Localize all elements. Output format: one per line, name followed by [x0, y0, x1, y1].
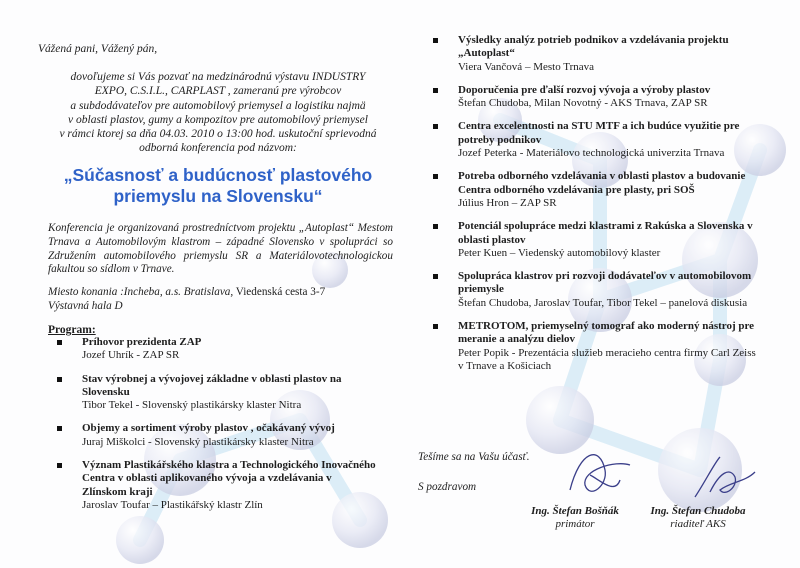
- venue-hall: Výstavná hala D: [48, 299, 123, 312]
- intro-line: odborná konferencia pod názvom:: [139, 142, 297, 155]
- program-item-speaker: Jozef Peterka - Materiálovo technologická univerzita Trnava: [458, 147, 725, 160]
- program-item-speaker: Štefan Chudoba, Milan Novotný - AKS Trnava, ZAP SR: [458, 97, 708, 110]
- signature-role: primátor: [555, 518, 595, 530]
- program-item-title: Stav výrobnej a vývojovej základne v oblasti plastov na Slovensku: [82, 372, 342, 398]
- intro-line: dovoľujeme si Vás pozvať na medzinárodnú výstavu INDUSTRY: [70, 71, 366, 84]
- signature-name: Ing. Štefan Chudoba: [650, 505, 746, 517]
- venue-address: Viedenská cesta 3-7: [233, 286, 326, 298]
- intro-block: [38, 42, 398, 155]
- bullet-icon: [433, 174, 438, 179]
- signature-chudoba-mark: [690, 452, 760, 512]
- program-item-title: Spolupráca klastrov pri rozvoji dodávateľov v automobilovom priemysle: [458, 270, 752, 296]
- bullet-icon: [57, 426, 62, 431]
- program-heading: Program:: [48, 324, 96, 336]
- program-item: [48, 459, 378, 512]
- intro-line: v rámci ktorej sa dňa 04.03. 2010 o 13:00 hod. uskutoční sprievodná: [59, 128, 377, 141]
- program-left-list: [48, 336, 378, 522]
- program-item: [424, 34, 764, 74]
- program-item: [424, 170, 764, 210]
- program-item: [424, 320, 764, 373]
- program-right-list: [424, 34, 764, 383]
- bullet-icon: [433, 38, 438, 43]
- program-item: [424, 270, 764, 310]
- intro-line: EXPO, C.S.I.L., CARPLAST , zameranú pre výrobcov: [94, 85, 342, 98]
- bullet-icon: [433, 124, 438, 129]
- signature-name: Ing. Štefan Bošňák: [531, 505, 619, 517]
- intro-line: v oblasti plastov, gumy a kompozitov pre automobilový priemysel: [68, 113, 368, 126]
- program-item-speaker: Jozef Uhrík - ZAP SR: [82, 349, 180, 362]
- bullet-icon: [57, 340, 62, 345]
- program-item-speaker: Juraj Miškolci - Slovenský plastikársky klaster Nitra: [82, 435, 314, 448]
- program-item-title: Centra excelentnosti na STU MTF a ich budúce využitie pre potreby podnikov: [458, 120, 740, 146]
- program-item-speaker: Štefan Chudoba, Jaroslav Toufar, Tibor Tekel – panelová diskusia: [458, 296, 748, 309]
- closing-line: Tešíme sa na Vašu účasť.: [418, 451, 530, 463]
- program-item-speaker: Viera Vančová – Mesto Trnava: [458, 60, 595, 73]
- program-item: [424, 84, 764, 111]
- program-item-title: Doporučenia pre ďalší rozvoj vývoja a výroby plastov: [458, 83, 711, 96]
- program-item-speaker: Peter Kuen – Viedenský automobilový klaster: [458, 246, 661, 259]
- program-item: [48, 373, 378, 413]
- conference-title: „Súčasnosť a budúcnosť plastového priemyslu na Slovensku“: [63, 165, 373, 206]
- bullet-icon: [57, 377, 62, 382]
- program-item-speaker: Jaroslav Toufar – Plastikářský klastr Zlín: [82, 498, 263, 511]
- bullet-icon: [57, 463, 62, 468]
- intro-line: a subdodávateľov pre automobilový priemysel a logistiku najmä: [70, 99, 366, 112]
- venue: [48, 286, 393, 314]
- program-item: [48, 422, 378, 449]
- bullet-icon: [433, 324, 438, 329]
- bullet-icon: [433, 224, 438, 229]
- program-item-title: METROTOM, priemyselný tomograf ako moderný nástroj pre meranie a analýzu dielov: [458, 320, 755, 346]
- program-item-speaker: Július Hron – ZAP SR: [458, 196, 557, 209]
- bullet-icon: [433, 88, 438, 93]
- program-item-title: Výsledky analýz potrieb podnikov a vzdelávania projektu „Autoplast“: [458, 34, 729, 60]
- signature-role: riaditeľ AKS: [670, 518, 726, 530]
- program-item-speaker: Peter Popik - Prezentácia služieb meracieho centra firmy Carl Zeiss v Trnave a Košiciach: [458, 346, 756, 372]
- program-item-title: Potenciál spolupráce medzi klastrami z Rakúska a Slovenska v oblasti plastov: [458, 220, 753, 246]
- program-item-title: Potreba odborného vzdelávania v oblasti plastov a budovanie Centra odborného vzdelávania pre plasty, pri SOŠ: [458, 170, 746, 196]
- closing-line: S pozdravom: [418, 481, 477, 493]
- program-item-title: Objemy a sortiment výroby plastov , očakávaný vývoj: [82, 422, 335, 435]
- program-item-title: Význam Plastikářského klastra a Technologického Inovačného Centra v oblasti aplikovaného vývoja a vzdelávania v Zlínskom kraji: [82, 459, 376, 498]
- program-item-speaker: Tibor Tekel - Slovenský plastikársky klaster Nitra: [82, 399, 302, 412]
- program-item: [424, 220, 764, 260]
- closing: [418, 450, 530, 510]
- signature-bosnak-mark: [560, 440, 640, 510]
- program-item: [48, 336, 378, 363]
- program-item-title: Príhovor prezidenta ZAP: [82, 336, 202, 348]
- program-item: [424, 120, 764, 160]
- bullet-icon: [433, 274, 438, 279]
- organization-text: Konferencia je organizovaná prostredníctvom projektu „Autoplast“ Mestom Trnava a Automobilovým klastrom – západné Slovensko v spolupráci so Združením automobilového priemyslu SR a Materiálovotechnologickou fakultou so sídlom v Trnave.: [48, 222, 393, 276]
- salutation: Vážená pani, Vážený pán,: [38, 43, 158, 55]
- venue-label: Miesto konania :Incheba, a.s. Bratislava,: [48, 286, 234, 298]
